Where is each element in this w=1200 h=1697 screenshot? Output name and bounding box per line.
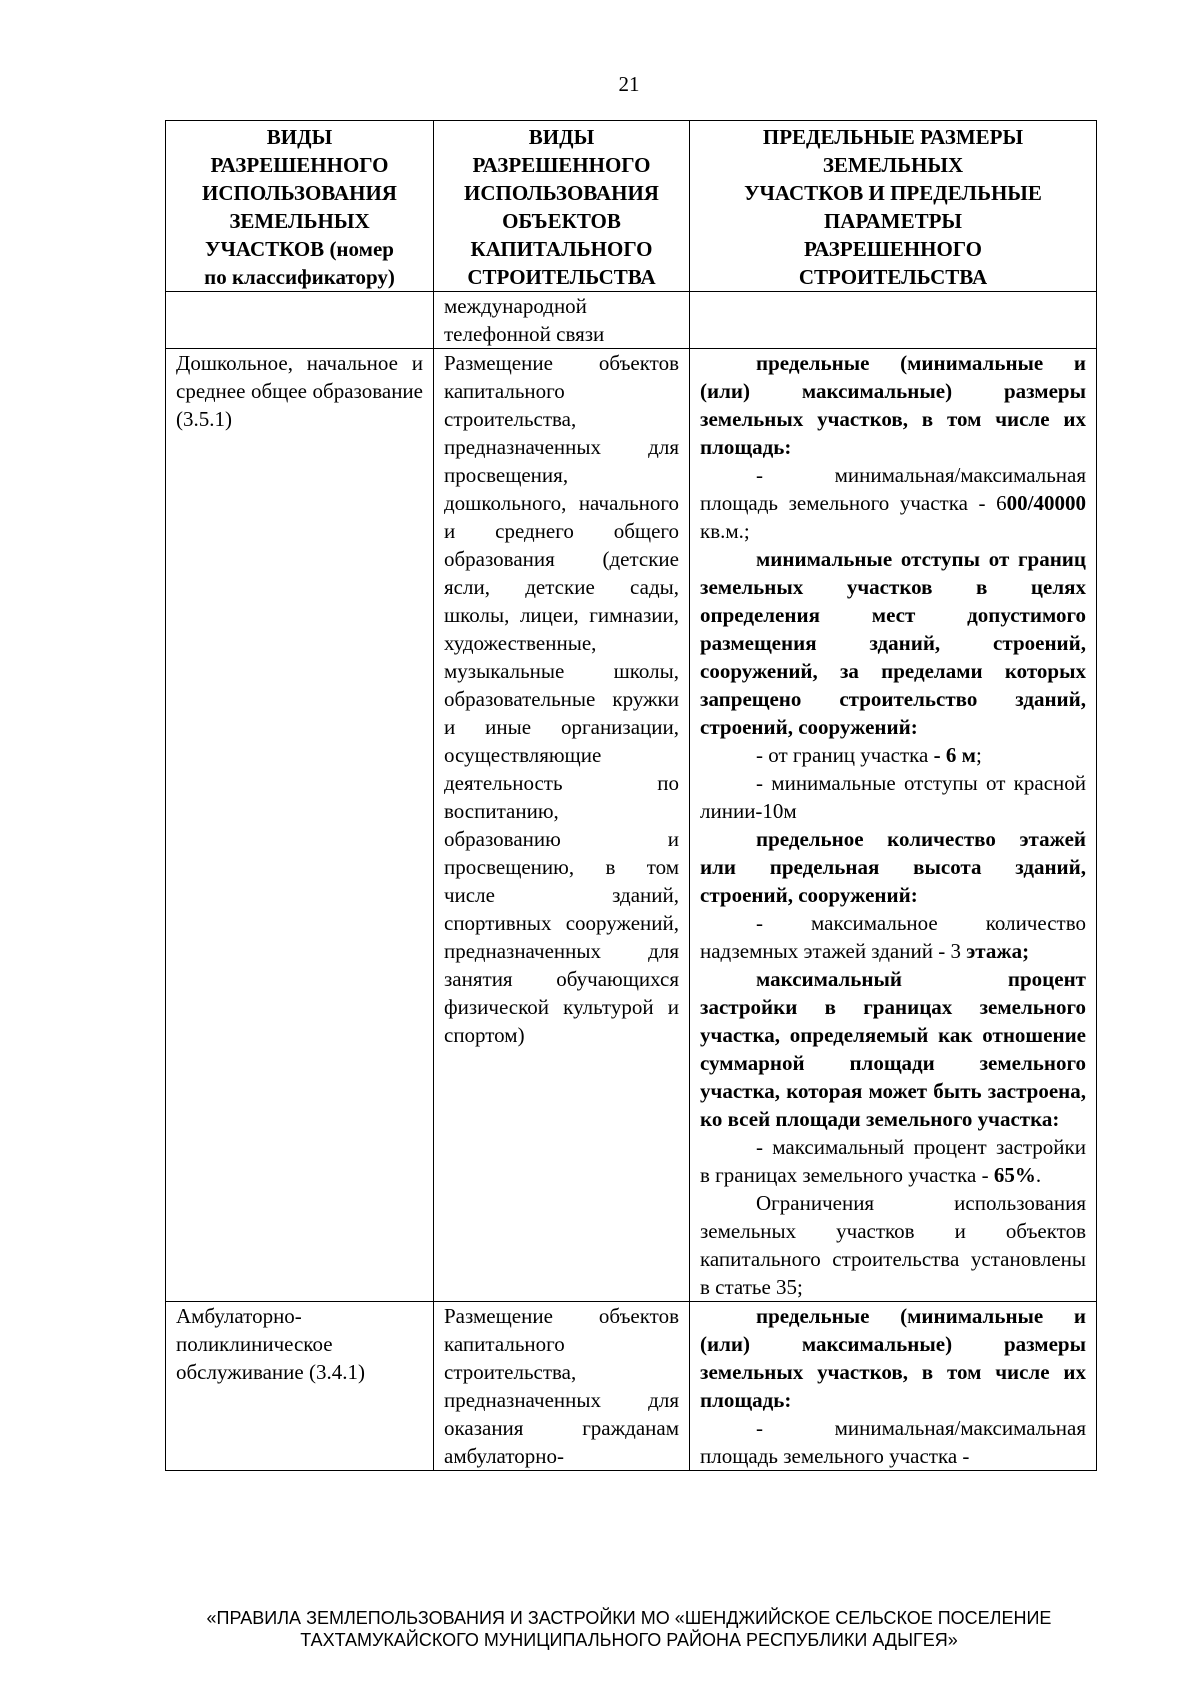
- document-footer: [0, 1607, 1200, 1651]
- param-text: - максимальное количество надземных этажей зданий - 3: [700, 911, 1086, 963]
- header-line: СТРОИТЕЛЬСТВА: [467, 265, 656, 289]
- header-limit-parameters: [690, 121, 1097, 292]
- header-line: РАЗРЕШЕННОГО: [472, 153, 651, 177]
- cell-text: международной телефонной связи: [444, 294, 605, 346]
- header-line: по классификатору): [204, 265, 395, 289]
- cell-parameters: [690, 1302, 1097, 1471]
- param-text: - от границ участка: [756, 743, 934, 767]
- param-value: этажа;: [966, 939, 1030, 963]
- param-heading: максимальный процент застройки в границах земельного участка, определяемый как отношение суммарной площади земельного участка, которая может быть застроена, ко всей площади земельного участка:: [700, 967, 1086, 1131]
- param-text: .: [1035, 1163, 1042, 1187]
- header-line: ЗЕМЕЛЬНЫХ: [822, 153, 964, 177]
- param-text: - минимальная/максимальная площадь земельного участка - 6: [700, 463, 1086, 515]
- header-line: ЗЕМЕЛЬНЫХ: [229, 209, 370, 233]
- land-use-name: Амбулаторно-поликлиническое обслуживание (3.4.1): [176, 1304, 365, 1384]
- param-red-line: - минимальные отступы от красной линии-10м: [700, 771, 1086, 823]
- cell-construction: [434, 1302, 690, 1471]
- header-line: УЧАСТКОВ И ПРЕДЕЛЬНЫЕ: [744, 181, 1042, 205]
- cell-construction: [434, 292, 690, 349]
- table-row: [166, 349, 1097, 1302]
- construction-description: Размещение объектов капитального строительства, предназначенных для оказания гражданам амбулаторно-: [444, 1304, 679, 1468]
- param-area: [700, 461, 1086, 545]
- header-line: УЧАСТКОВ (номер: [205, 237, 394, 261]
- param-percent: [700, 1133, 1086, 1189]
- cell-land-use: [166, 1302, 434, 1471]
- land-use-name: Дошкольное, начальное и среднее общее образование (3.5.1): [176, 351, 423, 431]
- land-use-table: [165, 120, 1097, 1471]
- cell-parameters: [690, 292, 1097, 349]
- cell-parameters: [690, 349, 1097, 1302]
- param-area: - минимальная/максимальная площадь земельного участка -: [700, 1416, 1086, 1468]
- header-line: ОБЪЕКТОВ: [502, 209, 621, 233]
- param-heading: минимальные отступы от границ земельных участков в целях определения мест допустимого размещения зданий, строений, сооружений, за пределами которых запрещено строительство зданий, строений, сооружений:: [700, 547, 1086, 739]
- header-line: РАЗРЕШЕННОГО: [804, 237, 982, 261]
- header-line: РАЗРЕШЕННОГО: [210, 153, 389, 177]
- header-capital-construction-types: [434, 121, 690, 292]
- cell-construction: [434, 349, 690, 1302]
- header-line: ПАРАМЕТРЫ: [823, 209, 963, 233]
- param-limits: Ограничения использования земельных участков и объектов капитального строительства установлены в статье 35;: [700, 1191, 1086, 1299]
- header-line: ВИДЫ: [266, 125, 333, 149]
- header-land-use-types: [166, 121, 434, 292]
- cell-land-use: [166, 292, 434, 349]
- param-unit: кв.м.;: [700, 519, 750, 543]
- param-value: - 6 м: [933, 743, 976, 767]
- param-text: ;: [975, 743, 982, 767]
- footer-line: ТАХТАМУКАЙСКОГО МУНИЦИПАЛЬНОГО РАЙОНА РЕСПУБЛИКИ АДЫГЕЯ»: [300, 1630, 958, 1650]
- param-border-setback: [700, 741, 1086, 769]
- param-heading: предельное количество этажей или предельная высота зданий, строений, сооружений:: [700, 827, 1086, 907]
- table-row: [166, 292, 1097, 349]
- footer-line: «ПРАВИЛА ЗЕМЛЕПОЛЬЗОВАНИЯ И ЗАСТРОЙКИ МО «ШЕНДЖИЙСКОЕ СЕЛЬСКОЕ ПОСЕЛЕНИЕ: [206, 1608, 1052, 1628]
- header-line: ИСПОЛЬЗОВАНИЯ: [202, 181, 397, 205]
- header-line: ИСПОЛЬЗОВАНИЯ: [464, 181, 659, 205]
- page-number: 21: [618, 72, 640, 96]
- param-floors: [700, 909, 1086, 965]
- param-text: - максимальный процент застройки в границах земельного участка -: [700, 1135, 1086, 1187]
- param-heading: предельные (минимальные и (или) максимальные) размеры земельных участков, в том числе их площадь:: [700, 351, 1086, 459]
- cell-land-use: [166, 349, 434, 1302]
- construction-description: Размещение объектов капитального строительства, предназначенных для просвещения, дошкольного, начального и среднего общего образования (детские ясли, детские сады, школы, лицеи, гимназии, художественные, музыкальные школы, образовательные кружки и иные организации, осуществляющие деятельность по воспитанию, образованию и просвещению, в том числе зданий, спортивных сооружений, предназначенных для занятия обучающихся физической культурой и спортом): [444, 351, 679, 1047]
- param-heading: предельные (минимальные и (или) максимальные) размеры земельных участков, в том числе их площадь:: [700, 1304, 1086, 1412]
- header-line: ПРЕДЕЛЬНЫЕ РАЗМЕРЫ: [762, 125, 1024, 149]
- header-line: КАПИТАЛЬНОГО: [470, 237, 653, 261]
- table-header-row: [166, 121, 1097, 292]
- param-value: 65%: [993, 1163, 1036, 1187]
- param-value: 00/40000: [1006, 491, 1086, 515]
- table-row: [166, 1302, 1097, 1471]
- header-line: ВИДЫ: [528, 125, 595, 149]
- header-line: СТРОИТЕЛЬСТВА: [798, 265, 988, 289]
